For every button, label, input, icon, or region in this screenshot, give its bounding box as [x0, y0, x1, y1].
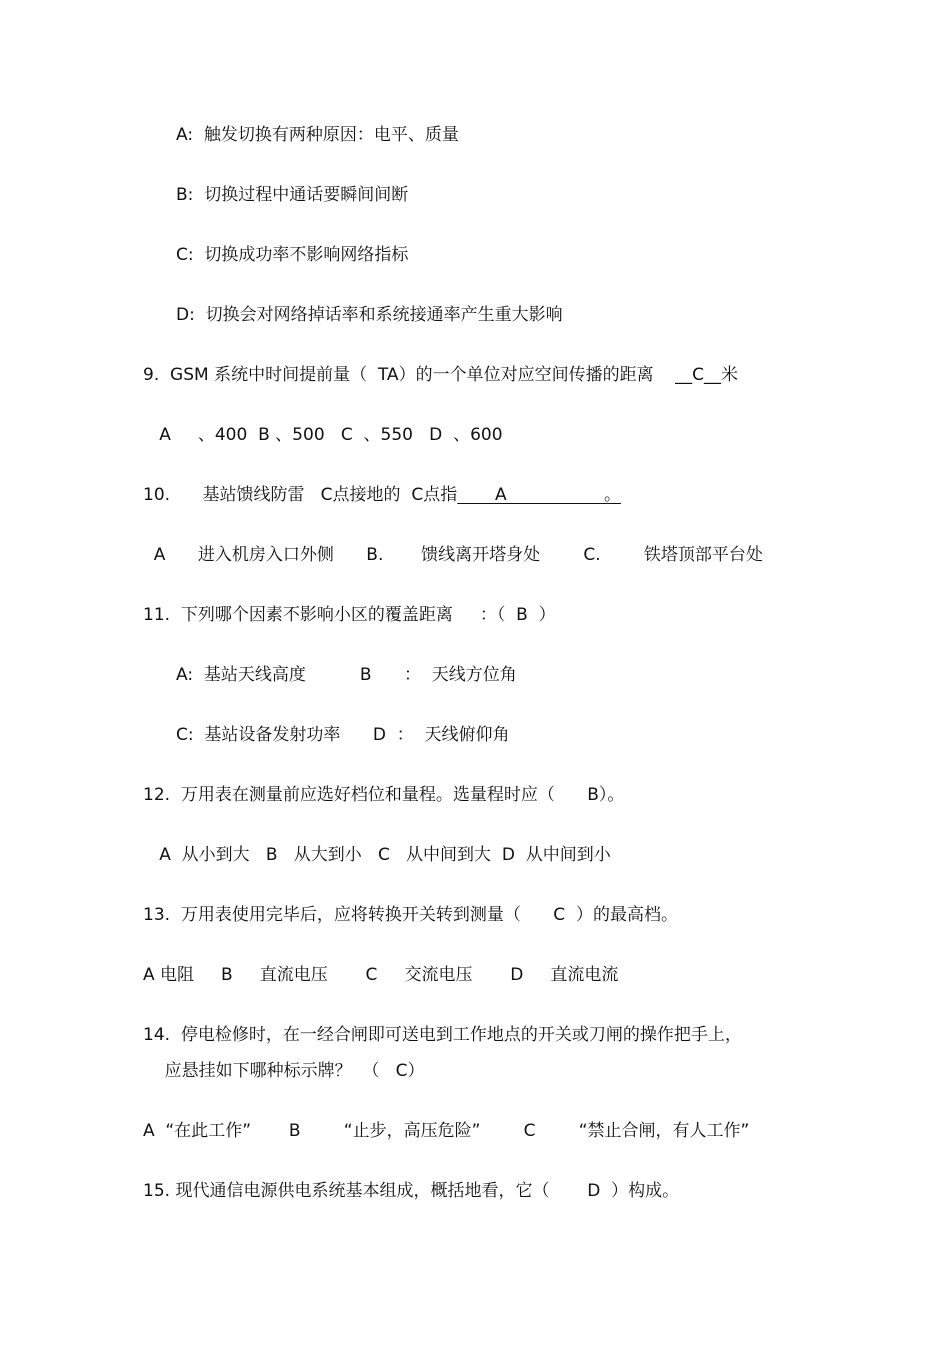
q8-option-d: D: 切换会对网络掉话率和系统接通率产生重大影响 [176, 305, 563, 325]
q10-stem-prefix: 10. 基站馈线防雷 C点接地的 C点指 [143, 485, 458, 505]
q8-option-c: C: 切换成功率不影响网络指标 [176, 245, 409, 265]
q13-stem: 13. 万用表使用完毕后，应将转换开关转到测量（ C ）的最高档。 [143, 905, 678, 925]
q8-option-a: A: 触发切换有两种原因：电平、质量 [176, 125, 459, 145]
q9-options: A 、400 B 、500 C 、550 D 、600 [143, 425, 503, 445]
q10-options: A 进入机房入口外侧 B. 馈线离开塔身处 C. 铁塔顶部平台处 [143, 545, 763, 565]
q10-stem [143, 484, 621, 506]
q11-stem: 11. 下列哪个因素不影响小区的覆盖距离 ：（ B ） [143, 605, 556, 625]
q9-stem: 9. GSM 系统中时间提前量（ TA）的一个单位对应空间传播的距离 __C__米 [143, 365, 739, 385]
q14-stem-line-1: 14. 停电检修时，在一经合闸即可送电到工作地点的开关或刀闸的操作把手上， [143, 1025, 742, 1045]
q15-stem: 15. 现代通信电源供电系统基本组成，概括地看，它（ D ）构成。 [143, 1181, 680, 1201]
q14-stem-line-2: 应悬挂如下哪种标示牌？ （ C） [143, 1061, 425, 1081]
q12-stem: 12. 万用表在测量前应选好档位和量程。选量程时应（ B）。 [143, 785, 625, 805]
q10-answer-blank: A 。 [457, 485, 621, 505]
q8-option-b: B: 切换过程中通话要瞬间间断 [176, 185, 409, 205]
q13-options: A 电阻 B 直流电压 C 交流电压 D 直流电流 [143, 965, 619, 985]
q14-options: A “在此工作” B “止步，高压危险” C “禁止合闸，有人工作” [143, 1121, 750, 1141]
q11-options-row-1: A: 基站天线高度 B ： 天线方位角 [176, 665, 517, 685]
q12-options: A 从小到大 B 从大到小 C 从中间到大 D 从中间到小 [143, 845, 611, 865]
q11-options-row-2: C: 基站设备发射功率 D ： 天线俯仰角 [176, 725, 510, 745]
